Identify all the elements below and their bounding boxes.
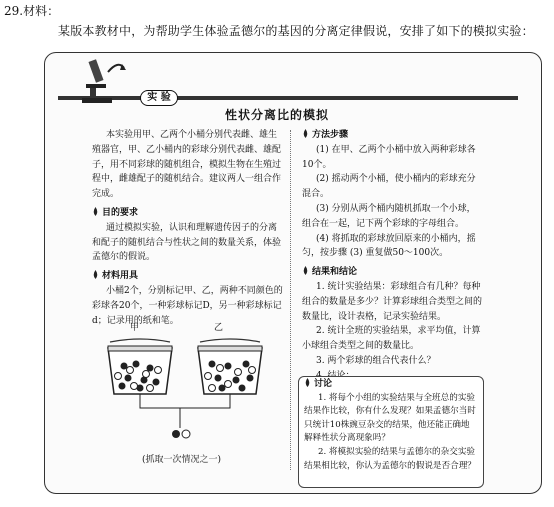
result-item: 2. 统计全班的实验结果，求平均值，计算小球组合类型之间的数量比。 <box>302 326 481 352</box>
drop-bullet-icon <box>92 207 99 216</box>
discussion-item: 2. 将模拟实验的结果与孟德尔的杂交实验结果相比较，你认为孟德尔的假说是否合理？ <box>304 446 476 471</box>
steps-heading-label: 方法步骤 <box>312 130 349 140</box>
discussion-heading-label: 讨论 <box>314 379 333 389</box>
steps-heading <box>302 128 482 143</box>
step-item: (1) 在甲、乙两个小桶中放入两种彩球各10个。 <box>302 144 476 170</box>
results-heading-label: 结果和结论 <box>312 267 358 278</box>
drop-bullet-icon <box>302 129 309 138</box>
result-ball-light <box>182 430 190 438</box>
drop-bullet-icon <box>304 378 311 387</box>
right-column <box>302 128 482 384</box>
discussion-column <box>304 378 478 473</box>
bucket-label-yi: 乙 <box>214 323 224 333</box>
step-item: (2) 摇动两个小桶，使小桶内的彩球充分混合。 <box>302 174 476 200</box>
purpose-heading-label: 目的要求 <box>102 207 139 218</box>
purpose-paragraph: 通过模拟实验，认识和理解遗传因子的分离和配子的随机结合与性状之间的数量关系，体验孟德尔的假说。 <box>92 222 282 263</box>
microscope-icon <box>78 54 128 104</box>
figure-caption: (抓取一次情况之一) <box>142 455 222 465</box>
bucket-yi <box>198 339 262 394</box>
question-intro: 某版本教材中，为帮助学生体验孟德尔的基因的分离定律假说，安排了如下的模拟实验： <box>58 24 534 38</box>
step-item: (4) 将抓取的彩球放回原来的小桶内，摇匀，按步骤 (3) 重复做50～100次。 <box>302 233 476 259</box>
materials-heading <box>92 269 284 284</box>
experiment-tag: 实 验 <box>140 90 178 106</box>
bucket-jia <box>108 339 172 394</box>
purpose-heading <box>92 206 284 221</box>
bucket-label-jia: 甲 <box>130 323 140 333</box>
column-divider <box>290 130 291 470</box>
results-heading <box>302 265 482 280</box>
step-item: (3) 分别从两个桶内随机抓取一个小球，组合在一起，记下两个彩球的字母组合。 <box>302 203 476 229</box>
page-title: 性状分离比的模拟 <box>224 108 329 122</box>
discussion-heading <box>304 378 478 392</box>
drop-bullet-icon <box>92 270 99 279</box>
question-number: 29.材料： <box>4 4 60 18</box>
materials-paragraph: 小桶2个，分别标记甲、乙，两种不同颜色的彩球各20个，一种彩球标记D，另一种彩球标记d；记录用的纸和笔。 <box>92 285 283 326</box>
result-item: 3. 两个彩球的组合代表什么？ <box>316 355 436 366</box>
intro-paragraph: 本实验用甲、乙两个小桶分别代表雌、雄生殖器官，甲、乙小桶内的彩球分别代表雌、雄配子，用不同彩球的随机组合，模拟生物在生殖过程中，雌雄配子的随机结合。建议两人一组合作完成。 <box>92 130 282 200</box>
materials-heading-label: 材料用具 <box>102 271 139 282</box>
left-column <box>92 128 284 328</box>
result-item: 1. 统计实验结果：彩球组合有几种？每种组合的数量是多少？计算彩球组合类型之间的数量比，设计表格，记录实验结果。 <box>302 281 483 322</box>
drop-bullet-icon <box>302 266 309 275</box>
discussion-item: 1. 将每个小组的实验结果与全班总的实验结果作比较，你有什么发现？如果孟德尔当时只统计10株豌豆杂交的结果，他还能正确地解释性状分离现象吗？ <box>304 392 476 444</box>
result-ball-dark <box>172 430 180 438</box>
